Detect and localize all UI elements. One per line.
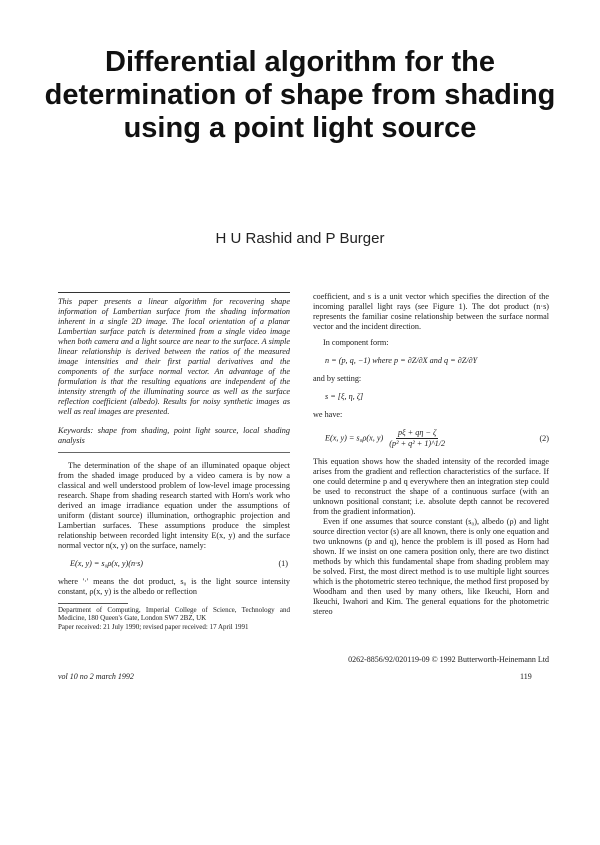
right-paragraph-1: coefficient, and s is a unit vector which specifies the direction of the incoming parallel light rays (see Figure 1). The dot product (n·s) represents the familiar cosine relationship between the surface normal vector and the incident direction. [313,292,549,331]
equation-1-number: (1) [278,559,288,568]
equation-2 [325,428,549,449]
abstract-top-rule [58,292,290,293]
abstract-bottom-rule [58,452,290,453]
left-column [58,292,290,631]
intro-paragraph: The determination of the shape of an illuminated opaque object from the shaded image produced by a video camera is by now a classical and well understood problem of low-level image processing research. Shape from shading research started with Horn's work who derived an image irradiance equation under the assumptions of uniform (distant source) illumination, orthographic projection and Lambertian surfaces. These assumptions produce the simplest relationship between recorded light intensity E(x, y) and the surface normal vector n(x, y) on the surface, namely: [58,461,290,550]
we-have-label: we have: [313,410,343,419]
equation-normal [325,356,549,366]
right-column [313,292,549,617]
footnote-rule [58,603,128,604]
page-number: 119 [520,672,532,681]
equation-2-number: (2) [539,433,549,443]
equation-2-lhs: E(x, y) = s₀ρ(x, y) [325,433,384,443]
equation-source-body: s = [ξ, η, ζ] [325,392,364,401]
setting-label: and by setting: [313,374,362,383]
paper-authors: H U Rashid and P Burger [215,230,385,247]
issn-copyright-line: 0262-8856/92/020119-09 © 1992 Butterworth-Heinemann Ltd [348,655,549,664]
received-dates-footnote: Paper received: 21 July 1990; revised paper received: 17 April 1991 [58,622,249,631]
right-paragraph-2: This equation shows how the shaded intensity of the recorded image arises from the gradient and reflection characteristics of the surface. If one could determine p and q everywhere then an integration step could be used to reconstruct the shape of a continuous surface (with an unknown positional constant; i.e. absolute depth cannot be recovered from the gradient information). [313,457,549,516]
right-paragraph-3: Even if one assumes that source constant (s₀), albedo (ρ) and light source direction vector (s) are all known, there is only one equation and two unknowns (p and q), hence the problem is ill posed as Horn had shown. If we insist on one camera position only, there are two distinct methods by which this fundamental shape from shading problem may be solved. First, the most direct method is to use multiple light sources which is the photometric stereo technique, the method first proposed by Woodham and then used by many others, like Ikeuchi, Horn and Ikeuchi, Iwahori and Kim. The general equations for the photometric stereo [313,517,549,616]
equation-1 [70,559,290,569]
equation-normal-body: n = (p, q, −1) where p = ∂Z/∂X and q = ∂Z/∂Y [325,356,478,365]
keywords: Keywords: shape from shading, point light source, local shading analysis [58,426,290,445]
affiliation-footnote: Department of Computing, Imperial College of Science, Technology and Medicine, 180 Queen's Gate, London SW7 2BZ, UK [58,606,290,623]
equation-2-numerator: pξ + qη − ζ [398,428,437,437]
journal-issue: vol 10 no 2 march 1992 [58,672,134,681]
equation-2-body [325,428,447,449]
equation-2-denominator: (p² + q² + 1)^1/2 [389,439,446,448]
equation-2-fraction [387,428,447,449]
intro-paragraph-continued: where '·' means the dot product, s₀ is the light source intensity constant, ρ(x, y) is the albedo or reflection [58,577,290,596]
abstract: This paper presents a linear algorithm for recovering shape information of Lambertian surface from the shading information inherent in a single 2D image. The local orientation of a planar Lambertian surface patch is determined from a single video image when both camera and a light source are near to the surface. A simple linear relationship is derived between the ratios of the measured image intensities and their first partial derivatives and the components of the surface normal vector. An advantage of the formulation is that the resulting equations are independent of the intensity strength of the illuminating source as well as the surface reflection coefficient (albedo). Results for noisy synthetic images as well as real images are presented. [58,297,290,416]
component-form-label: In component form: [323,338,389,347]
equation-source [325,392,549,402]
equation-1-body: E(x, y) = s₀ρ(x, y)(n·s) [70,559,143,568]
paper-title: Differential algorithm for the determination of shape from shading using a point light source [44,46,556,144]
